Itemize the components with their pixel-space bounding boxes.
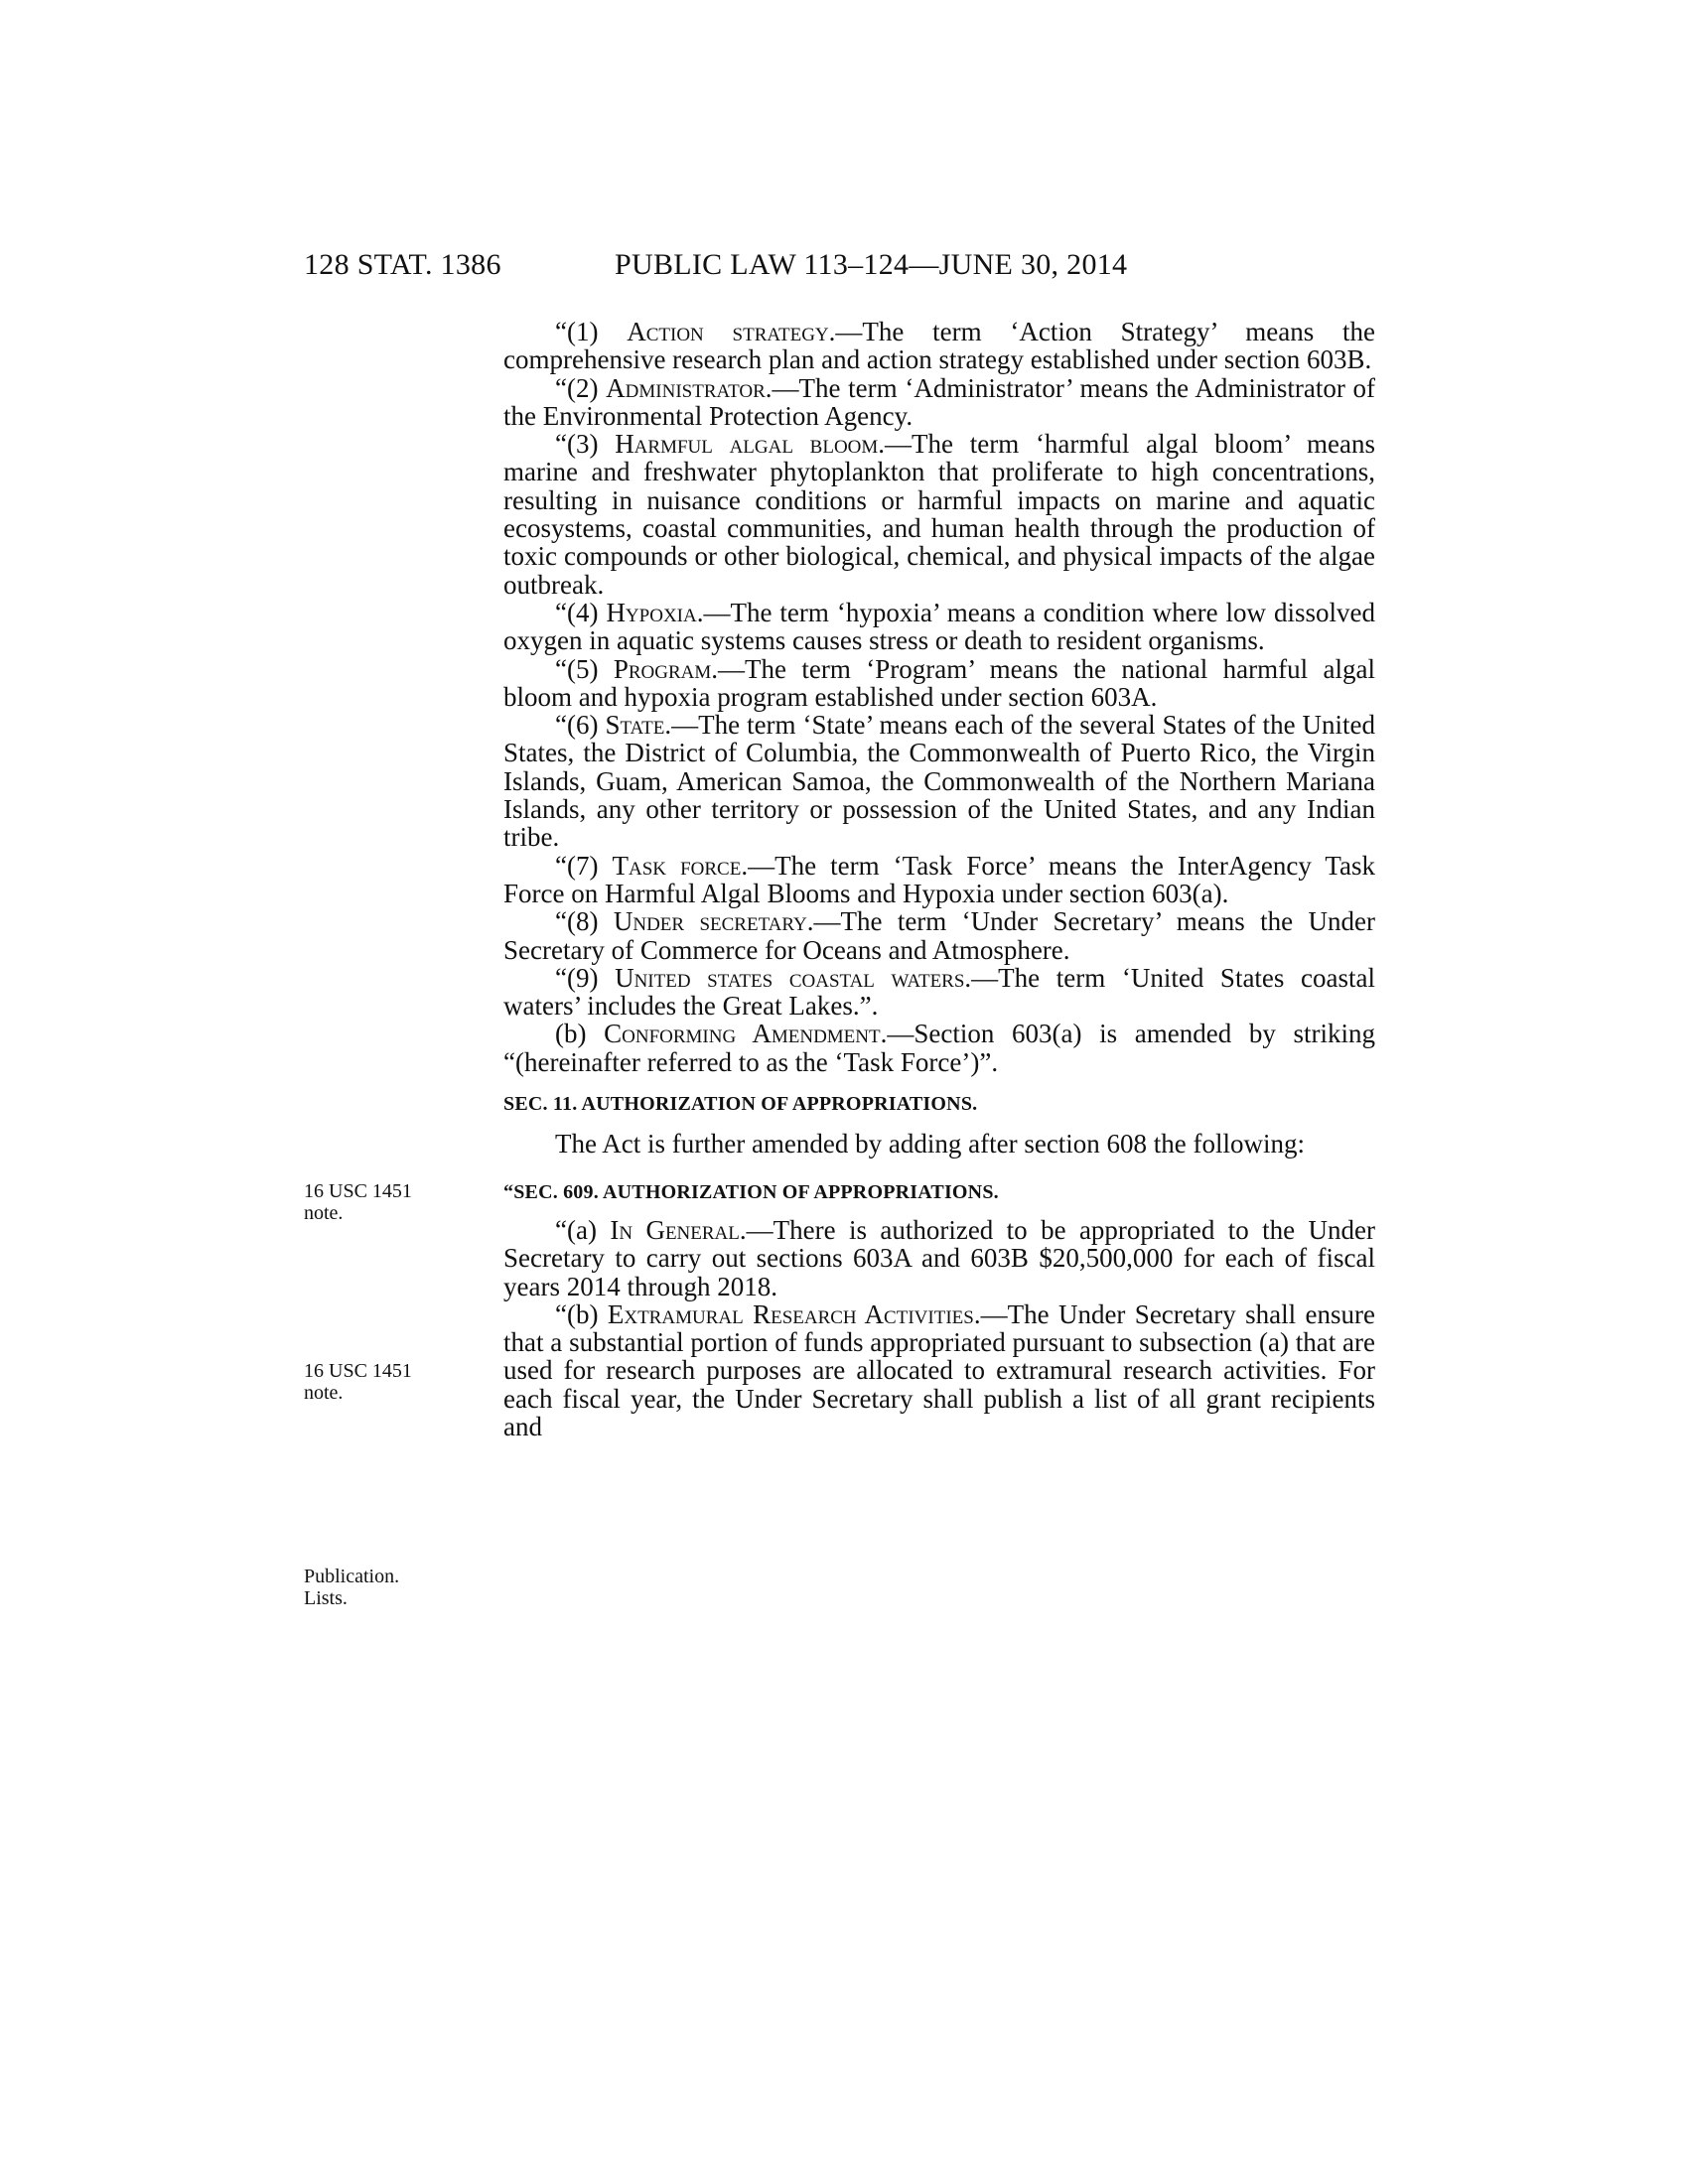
- margin-note-line: note.: [304, 1202, 344, 1224]
- definition-text: .—The term ‘hypoxia’ means a condition where low dissolved oxygen in aquatic systems causes stress or death to resident organisms.: [503, 597, 1376, 656]
- margin-note-usc-2: [304, 1360, 443, 1404]
- definition-paragraph: [503, 374, 1375, 431]
- definition-text: .—The term ‘Under Secretary’ means the Under Secretary of Commerce for Oceans and Atmosphere.: [503, 906, 1375, 965]
- definition-paragraph: [503, 964, 1375, 1021]
- subsection-heading: Conforming Amendment: [604, 1019, 881, 1049]
- definition-paragraph: [503, 655, 1375, 712]
- defined-term-heading: Hypoxia: [606, 597, 697, 627]
- paragraph-number: “(9): [555, 962, 616, 993]
- defined-term-heading: Under secretary: [613, 906, 807, 937]
- definition-paragraph: [503, 711, 1375, 851]
- paragraph-number: “(2): [555, 372, 607, 403]
- paragraph-number: “(7): [555, 850, 613, 881]
- definition-text: .—The term ‘Administrator’ means the Administrator of the Environmental Protection Agency.: [503, 372, 1375, 431]
- defined-term-heading: State: [605, 710, 665, 741]
- paragraph-number: “(1): [555, 317, 628, 346]
- defined-term-heading: Program: [613, 653, 712, 684]
- margin-note-line: Lists.: [304, 1587, 348, 1609]
- definition-paragraph: [503, 907, 1375, 964]
- definition-text: .—The term ‘State’ means each of the several States of the United States, the District of Columbia, the Commonwealth of Puerto Rico, the Virgin Islands, Guam, American Samoa, the Commonwealth of the Northern Mariana Islands, any other territory or possession of the United States, and any Indian tribe.: [503, 710, 1375, 853]
- paragraph-number: “(a): [555, 1214, 611, 1245]
- definition-text: .—The term ‘Task Force’ means the InterAgency Task Force on Harmful Algal Blooms and Hypoxia under section 603(a).: [503, 850, 1376, 908]
- defined-term-heading: Task force: [612, 850, 742, 881]
- margin-note-line: 16 USC 1451: [304, 1180, 412, 1202]
- paragraph-number: “(b): [555, 1298, 608, 1329]
- subsection-text: .—The Under Secretary shall ensure that a substantial portion of funds appropriated pursuant to subsection (a) that are used for research purposes are allocated to extramural research activities. For each fiscal year, the Under Secretary shall publish a list of all grant recipients and: [503, 1298, 1375, 1441]
- section-heading: “SEC. 609. AUTHORIZATION OF APPROPRIATIONS.: [503, 1180, 999, 1203]
- subsection-paragraph: [503, 1300, 1375, 1440]
- defined-term-heading: Action strategy: [627, 317, 829, 346]
- section-heading: SEC. 11. AUTHORIZATION OF APPROPRIATIONS.: [503, 1093, 978, 1116]
- subsection-text: .—There is authorized to be appropriated to the Under Secretary to carry out sections 603A and 603B $20,500,000 for each of fiscal years 2014 through 2018.: [503, 1214, 1375, 1301]
- stat-reference: 128 STAT. 1386: [304, 248, 501, 281]
- conforming-amendment-paragraph: [503, 1020, 1375, 1076]
- subsection-heading: Extramural Research Activities: [607, 1298, 974, 1329]
- paragraph-number: “(5): [555, 653, 614, 684]
- margin-note-line: 16 USC 1451: [304, 1360, 412, 1382]
- definition-paragraph: [503, 852, 1375, 908]
- statute-body: [503, 318, 1375, 1440]
- paragraph-number: “(8): [555, 906, 614, 937]
- subsection-text: .—Section 603(a) is amended by striking “(hereinafter referred to as the ‘Task Force’)”.: [503, 1019, 1375, 1077]
- paragraph-number: “(6): [555, 710, 606, 741]
- definition-paragraph: [503, 318, 1375, 374]
- definition-text: .—The term ‘Action Strategy’ means the comprehensive research plan and action strategy established under section 603B.: [503, 317, 1375, 375]
- paragraph-number: (b): [555, 1019, 605, 1049]
- margin-note-usc-1: [304, 1180, 443, 1224]
- definition-text: .—The term ‘United States coastal waters’ includes the Great Lakes.”.: [503, 962, 1375, 1022]
- definition-paragraph: [503, 430, 1375, 599]
- running-head-title: PUBLIC LAW 113–124—JUNE 30, 2014: [615, 248, 1128, 281]
- subsection-heading: In General: [610, 1214, 740, 1245]
- section-text: The Act is further amended by adding after section 608 the following:: [555, 1129, 1306, 1160]
- subsection-paragraph: [503, 1216, 1375, 1300]
- margin-note-line: Publication.: [304, 1566, 400, 1587]
- page-header: [304, 248, 1227, 288]
- margin-note-publication: [304, 1566, 443, 1609]
- defined-term-heading: Harmful algal bloom: [615, 429, 879, 460]
- definition-paragraph: [503, 599, 1375, 655]
- paragraph-number: “(4): [555, 597, 607, 627]
- defined-term-heading: United states coastal waters: [615, 962, 965, 993]
- paragraph-number: “(3): [555, 429, 616, 460]
- margin-note-line: note.: [304, 1382, 344, 1404]
- defined-term-heading: Administrator: [606, 372, 766, 403]
- definition-text: .—The term ‘harmful algal bloom’ means marine and freshwater phytoplankton that proliferate to high concentrations, resulting in nuisance conditions or harmful impacts on marine and aquatic ecosystems, coastal communities, and human health through the production of toxic compounds or other biological, chemical, and physical impacts of the algae outbreak.: [503, 429, 1375, 600]
- definition-text: .—The term ‘Program’ means the national harmful algal bloom and hypoxia program established under section 603A.: [503, 653, 1376, 712]
